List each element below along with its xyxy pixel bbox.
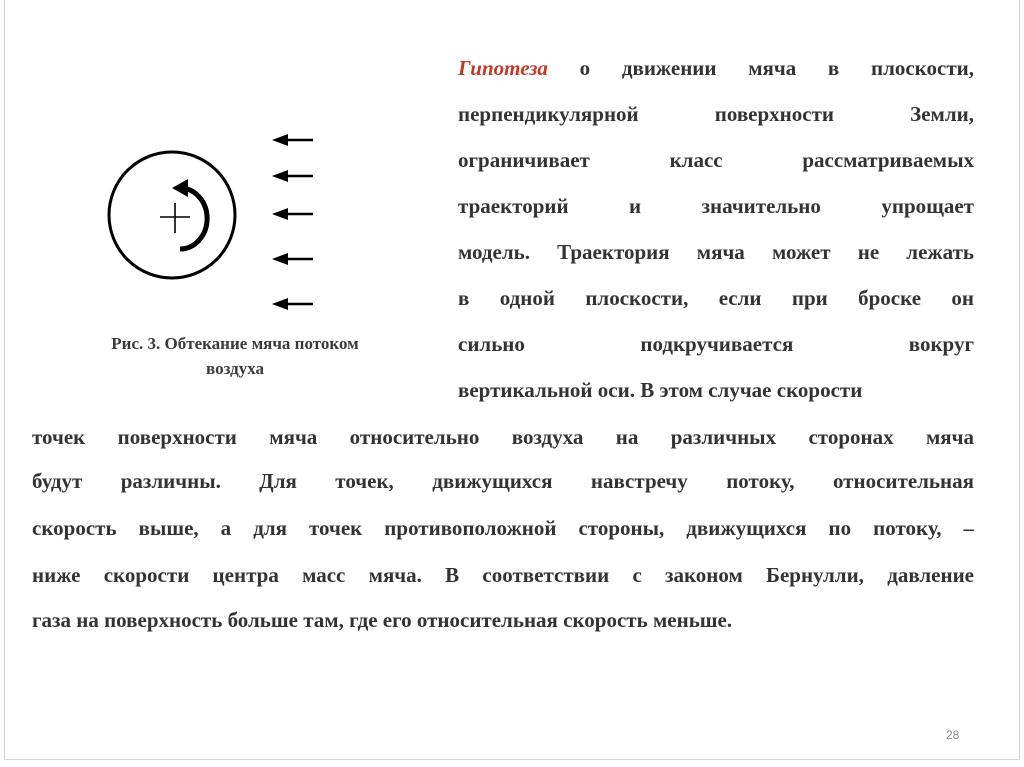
text-line: модель. Траектория мяча может не лежать [458, 240, 974, 264]
text-line: будут различны. Для точек, движущихся навстречу потоку, относительная [32, 469, 974, 493]
air-flow-arrow-icon [272, 134, 313, 146]
rotation-arrow-icon [172, 179, 207, 249]
text-line: траекторий и значительно упрощает [458, 194, 974, 218]
air-flow-arrow-icon [272, 170, 313, 182]
text-line: вертикальной оси. В этом случае скорости [458, 378, 863, 402]
figure-caption [40, 331, 430, 381]
ball-airflow-diagram [100, 125, 330, 320]
text-line [458, 53, 974, 83]
text-line: ниже скорости центра масс мяча. В соответствии с законом Бернулли, давление [32, 563, 974, 587]
text-line: ограничивает класс рассматриваемых [458, 148, 974, 172]
text-line: в одной плоскости, если при броске он [458, 286, 974, 310]
center-cross [160, 203, 190, 233]
text-line: газа на поверхность больше там, где его относительная скорость меньше. [32, 608, 733, 632]
text-line: перпендикулярной поверхности Земли, [458, 102, 974, 126]
text-line-rest: о движении мяча в плоскости, [547, 56, 974, 80]
hypothesis-term: Гипотеза [458, 56, 548, 80]
figure-ball-airflow [100, 125, 330, 320]
text-line: скорость выше, а для точек противоположной стороны, движущихся по потоку, – [32, 516, 974, 540]
ball-circle [109, 152, 235, 278]
text-line: сильно подкручивается вокруг [458, 332, 974, 356]
caption-line: воздуха [206, 359, 264, 378]
air-flow-arrow-icon [272, 208, 313, 220]
caption-line: Рис. 3. Обтекание мяча потоком [111, 334, 359, 353]
text-line: точек поверхности мяча относительно воздуха на различных сторонах мяча [32, 425, 974, 449]
air-flow-arrow-icon [272, 298, 313, 310]
air-flow-arrows [272, 134, 313, 310]
air-flow-arrow-icon [272, 253, 313, 265]
page-number: 28 [946, 728, 960, 742]
